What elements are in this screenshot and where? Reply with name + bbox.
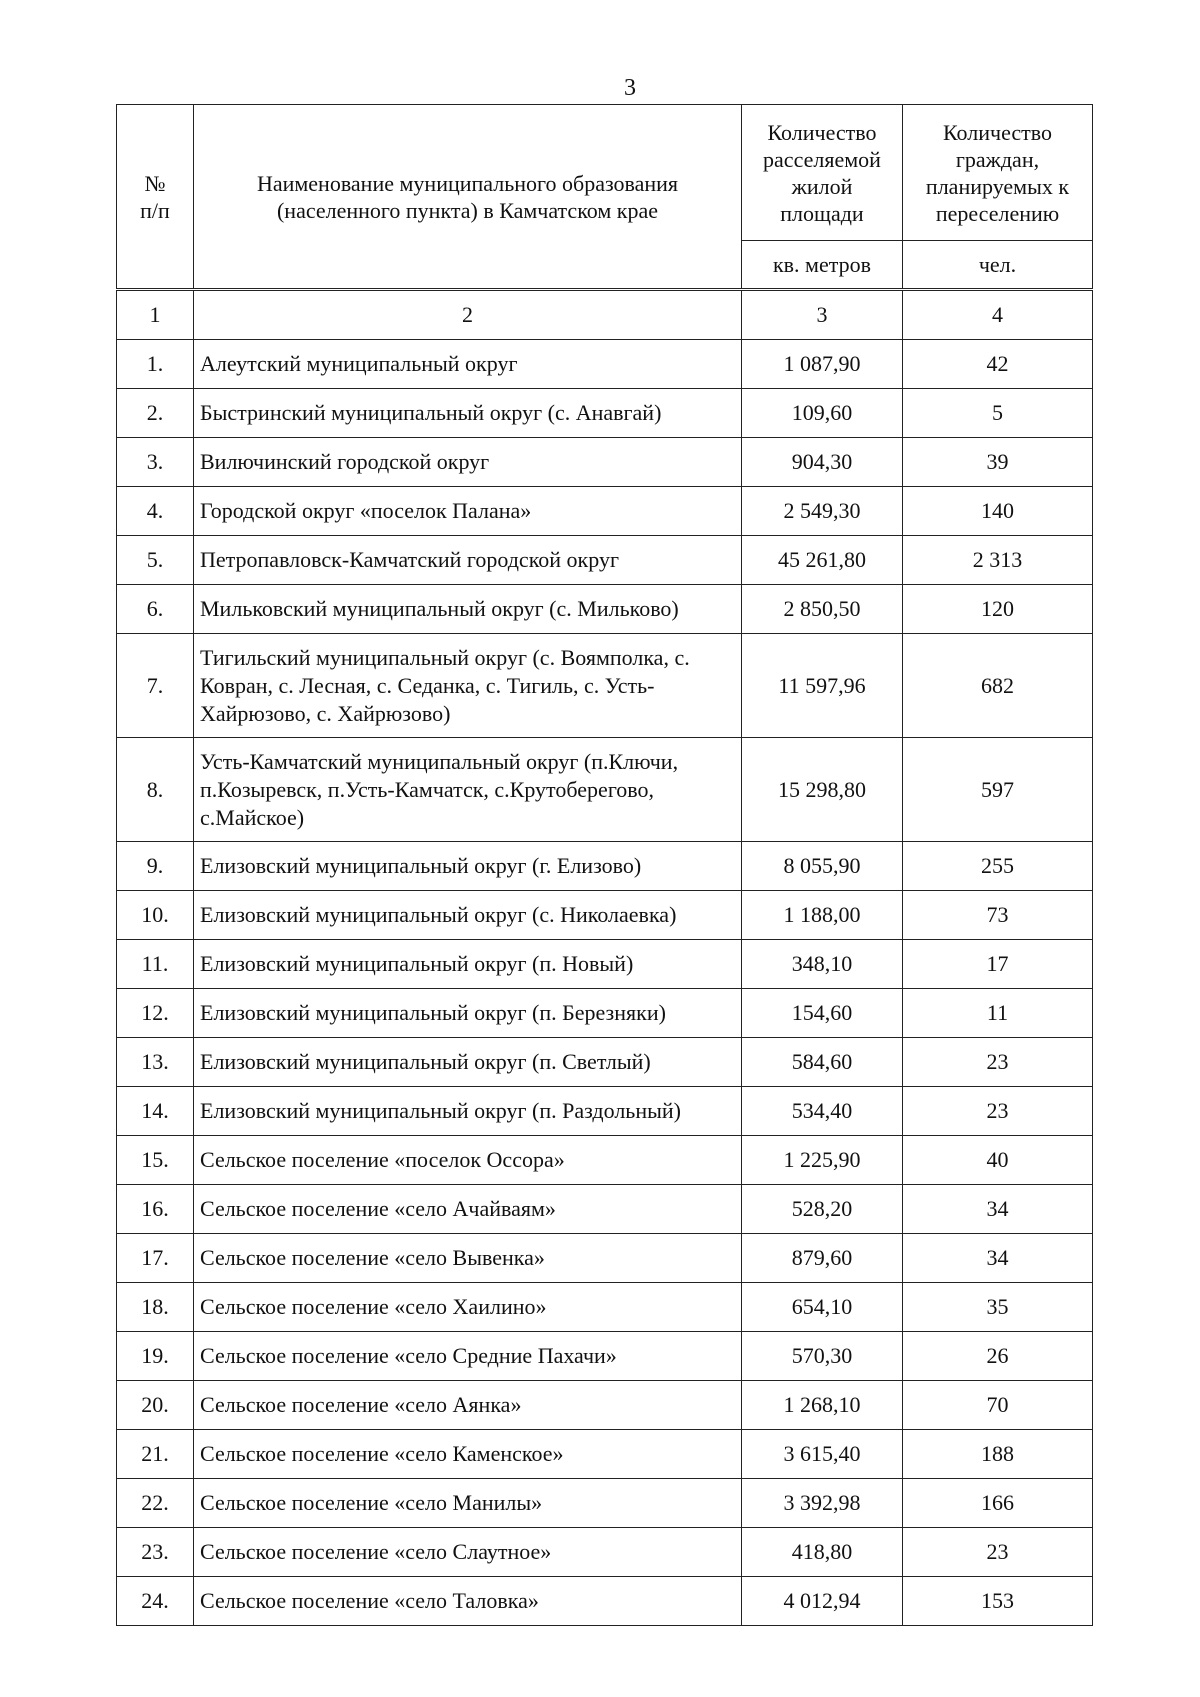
- row-number: 24.: [117, 1577, 194, 1626]
- header-col-people: [903, 105, 1093, 241]
- row-municipality-name: Сельское поселение «село Таловка»: [194, 1577, 742, 1626]
- table-row: [117, 842, 1093, 891]
- row-municipality-name: Сельское поселение «село Аянка»: [194, 1381, 742, 1430]
- table-row: [117, 340, 1093, 389]
- row-municipality-name: Мильковский муниципальный округ (с. Мильково): [194, 585, 742, 634]
- row-municipality-name: Усть-Камчатский муниципальный округ (п.Ключи, п.Козыревск, п.Усть-Камчатск, с.Крутоберегово, с.Майское): [194, 738, 742, 842]
- table-row: [117, 891, 1093, 940]
- row-municipality-name: Сельское поселение «село Хаилино»: [194, 1283, 742, 1332]
- row-number: 3.: [117, 438, 194, 487]
- row-citizens-count: 35: [903, 1283, 1093, 1332]
- table-row: [117, 1038, 1093, 1087]
- row-citizens-count: 255: [903, 842, 1093, 891]
- table-row: [117, 1479, 1093, 1528]
- row-living-area: 1 087,90: [742, 340, 903, 389]
- row-citizens-count: 2 313: [903, 536, 1093, 585]
- table-row: [117, 536, 1093, 585]
- row-number: 5.: [117, 536, 194, 585]
- row-number: 8.: [117, 738, 194, 842]
- row-citizens-count: 153: [903, 1577, 1093, 1626]
- row-municipality-name: Сельское поселение «село Слаутное»: [194, 1528, 742, 1577]
- row-number: 10.: [117, 891, 194, 940]
- row-citizens-count: 140: [903, 487, 1093, 536]
- header-unit-area: кв. метров: [742, 241, 903, 289]
- row-number: 18.: [117, 1283, 194, 1332]
- table-row: [117, 1283, 1093, 1332]
- row-number: 7.: [117, 634, 194, 738]
- column-number-3: 3: [742, 291, 903, 340]
- row-citizens-count: 34: [903, 1234, 1093, 1283]
- row-municipality-name: Вилючинский городской округ: [194, 438, 742, 487]
- row-living-area: 534,40: [742, 1087, 903, 1136]
- row-municipality-name: Петропавловск-Камчатский городской округ: [194, 536, 742, 585]
- table-row: [117, 634, 1093, 738]
- row-municipality-name: Елизовский муниципальный округ (п. Новый): [194, 940, 742, 989]
- row-municipality-name: Сельское поселение «поселок Оссора»: [194, 1136, 742, 1185]
- row-living-area: 4 012,94: [742, 1577, 903, 1626]
- column-number-4: 4: [903, 291, 1093, 340]
- row-number: 22.: [117, 1479, 194, 1528]
- row-living-area: 1 188,00: [742, 891, 903, 940]
- row-citizens-count: 682: [903, 634, 1093, 738]
- row-citizens-count: 39: [903, 438, 1093, 487]
- row-number: 17.: [117, 1234, 194, 1283]
- row-citizens-count: 23: [903, 1528, 1093, 1577]
- table-body: [117, 291, 1093, 1626]
- row-municipality-name: Сельское поселение «село Средние Пахачи»: [194, 1332, 742, 1381]
- row-living-area: 3 615,40: [742, 1430, 903, 1479]
- row-living-area: 45 261,80: [742, 536, 903, 585]
- row-living-area: 15 298,80: [742, 738, 903, 842]
- row-living-area: 8 055,90: [742, 842, 903, 891]
- row-living-area: 584,60: [742, 1038, 903, 1087]
- row-municipality-name: Сельское поселение «село Манилы»: [194, 1479, 742, 1528]
- table-row: [117, 389, 1093, 438]
- row-living-area: 3 392,98: [742, 1479, 903, 1528]
- row-number: 21.: [117, 1430, 194, 1479]
- row-number: 13.: [117, 1038, 194, 1087]
- row-citizens-count: 17: [903, 940, 1093, 989]
- column-number-row: [117, 291, 1093, 340]
- row-number: 2.: [117, 389, 194, 438]
- row-municipality-name: Елизовский муниципальный округ (п. Светлый): [194, 1038, 742, 1087]
- header-col-area: [742, 105, 903, 241]
- row-living-area: 11 597,96: [742, 634, 903, 738]
- table-row: [117, 1381, 1093, 1430]
- row-number: 15.: [117, 1136, 194, 1185]
- row-municipality-name: Городской округ «поселок Палана»: [194, 487, 742, 536]
- row-number: 14.: [117, 1087, 194, 1136]
- table-row: [117, 1087, 1093, 1136]
- row-living-area: 109,60: [742, 389, 903, 438]
- row-municipality-name: Сельское поселение «село Каменское»: [194, 1430, 742, 1479]
- table-header: [116, 104, 1093, 289]
- row-living-area: 418,80: [742, 1528, 903, 1577]
- row-citizens-count: 120: [903, 585, 1093, 634]
- row-living-area: 570,30: [742, 1332, 903, 1381]
- row-citizens-count: 73: [903, 891, 1093, 940]
- row-citizens-count: 5: [903, 389, 1093, 438]
- column-number-1: 1: [117, 291, 194, 340]
- header-col-name: [194, 105, 742, 289]
- data-table: [116, 290, 1093, 1626]
- row-living-area: 348,10: [742, 940, 903, 989]
- row-number: 11.: [117, 940, 194, 989]
- row-number: 9.: [117, 842, 194, 891]
- row-citizens-count: 188: [903, 1430, 1093, 1479]
- row-citizens-count: 23: [903, 1038, 1093, 1087]
- row-living-area: 879,60: [742, 1234, 903, 1283]
- row-citizens-count: 70: [903, 1381, 1093, 1430]
- row-municipality-name: Алеутский муниципальный округ: [194, 340, 742, 389]
- row-living-area: 2 549,30: [742, 487, 903, 536]
- table-row: [117, 1430, 1093, 1479]
- row-citizens-count: 34: [903, 1185, 1093, 1234]
- row-number: 6.: [117, 585, 194, 634]
- row-municipality-name: Елизовский муниципальный округ (п. Березняки): [194, 989, 742, 1038]
- row-living-area: 1 268,10: [742, 1381, 903, 1430]
- row-number: 20.: [117, 1381, 194, 1430]
- row-number: 1.: [117, 340, 194, 389]
- table-row: [117, 1577, 1093, 1626]
- row-number: 23.: [117, 1528, 194, 1577]
- row-living-area: 528,20: [742, 1185, 903, 1234]
- row-municipality-name: Елизовский муниципальный округ (г. Елизово): [194, 842, 742, 891]
- table-row: [117, 738, 1093, 842]
- row-municipality-name: Сельское поселение «село Вывенка»: [194, 1234, 742, 1283]
- row-living-area: 154,60: [742, 989, 903, 1038]
- table-row: [117, 438, 1093, 487]
- row-municipality-name: Елизовский муниципальный округ (п. Раздольный): [194, 1087, 742, 1136]
- row-living-area: 904,30: [742, 438, 903, 487]
- row-number: 4.: [117, 487, 194, 536]
- header-col-num-text: № п/п: [140, 170, 170, 223]
- table-row: [117, 1136, 1093, 1185]
- row-municipality-name: Быстринский муниципальный округ (с. Анавгай): [194, 389, 742, 438]
- row-citizens-count: 42: [903, 340, 1093, 389]
- row-municipality-name: Елизовский муниципальный округ (с. Николаевка): [194, 891, 742, 940]
- row-municipality-name: Тигильский муниципальный округ (с. Воямполка, с. Ковран, с. Лесная, с. Седанка, с. Тигиль, с. Усть-Хайрюзово, с. Хайрюзово): [194, 634, 742, 738]
- row-number: 16.: [117, 1185, 194, 1234]
- row-number: 19.: [117, 1332, 194, 1381]
- row-citizens-count: 11: [903, 989, 1093, 1038]
- row-citizens-count: 40: [903, 1136, 1093, 1185]
- table-row: [117, 1185, 1093, 1234]
- table-row: [117, 1332, 1093, 1381]
- row-living-area: 1 225,90: [742, 1136, 903, 1185]
- row-citizens-count: 23: [903, 1087, 1093, 1136]
- row-citizens-count: 26: [903, 1332, 1093, 1381]
- row-living-area: 2 850,50: [742, 585, 903, 634]
- table-row: [117, 1528, 1093, 1577]
- row-living-area: 654,10: [742, 1283, 903, 1332]
- header-col-num: [117, 105, 194, 289]
- table-row: [117, 1234, 1093, 1283]
- column-number-2: 2: [194, 291, 742, 340]
- header-col-people-text: Количество граждан, планируемых к переселению: [925, 119, 1070, 226]
- table-row: [117, 940, 1093, 989]
- table-row: [117, 989, 1093, 1038]
- table-row: [117, 585, 1093, 634]
- row-number: 12.: [117, 989, 194, 1038]
- header-col-area-text: Количество расселяемой жилой площади: [763, 119, 881, 226]
- row-citizens-count: 166: [903, 1479, 1093, 1528]
- row-citizens-count: 597: [903, 738, 1093, 842]
- row-municipality-name: Сельское поселение «село Ачайваям»: [194, 1185, 742, 1234]
- page-number: 3: [624, 75, 636, 101]
- header-unit-people: чел.: [903, 241, 1093, 289]
- header-col-name-text: Наименование муниципального образования (населенного пункта) в Камчатском крае: [256, 170, 679, 223]
- table-row: [117, 487, 1093, 536]
